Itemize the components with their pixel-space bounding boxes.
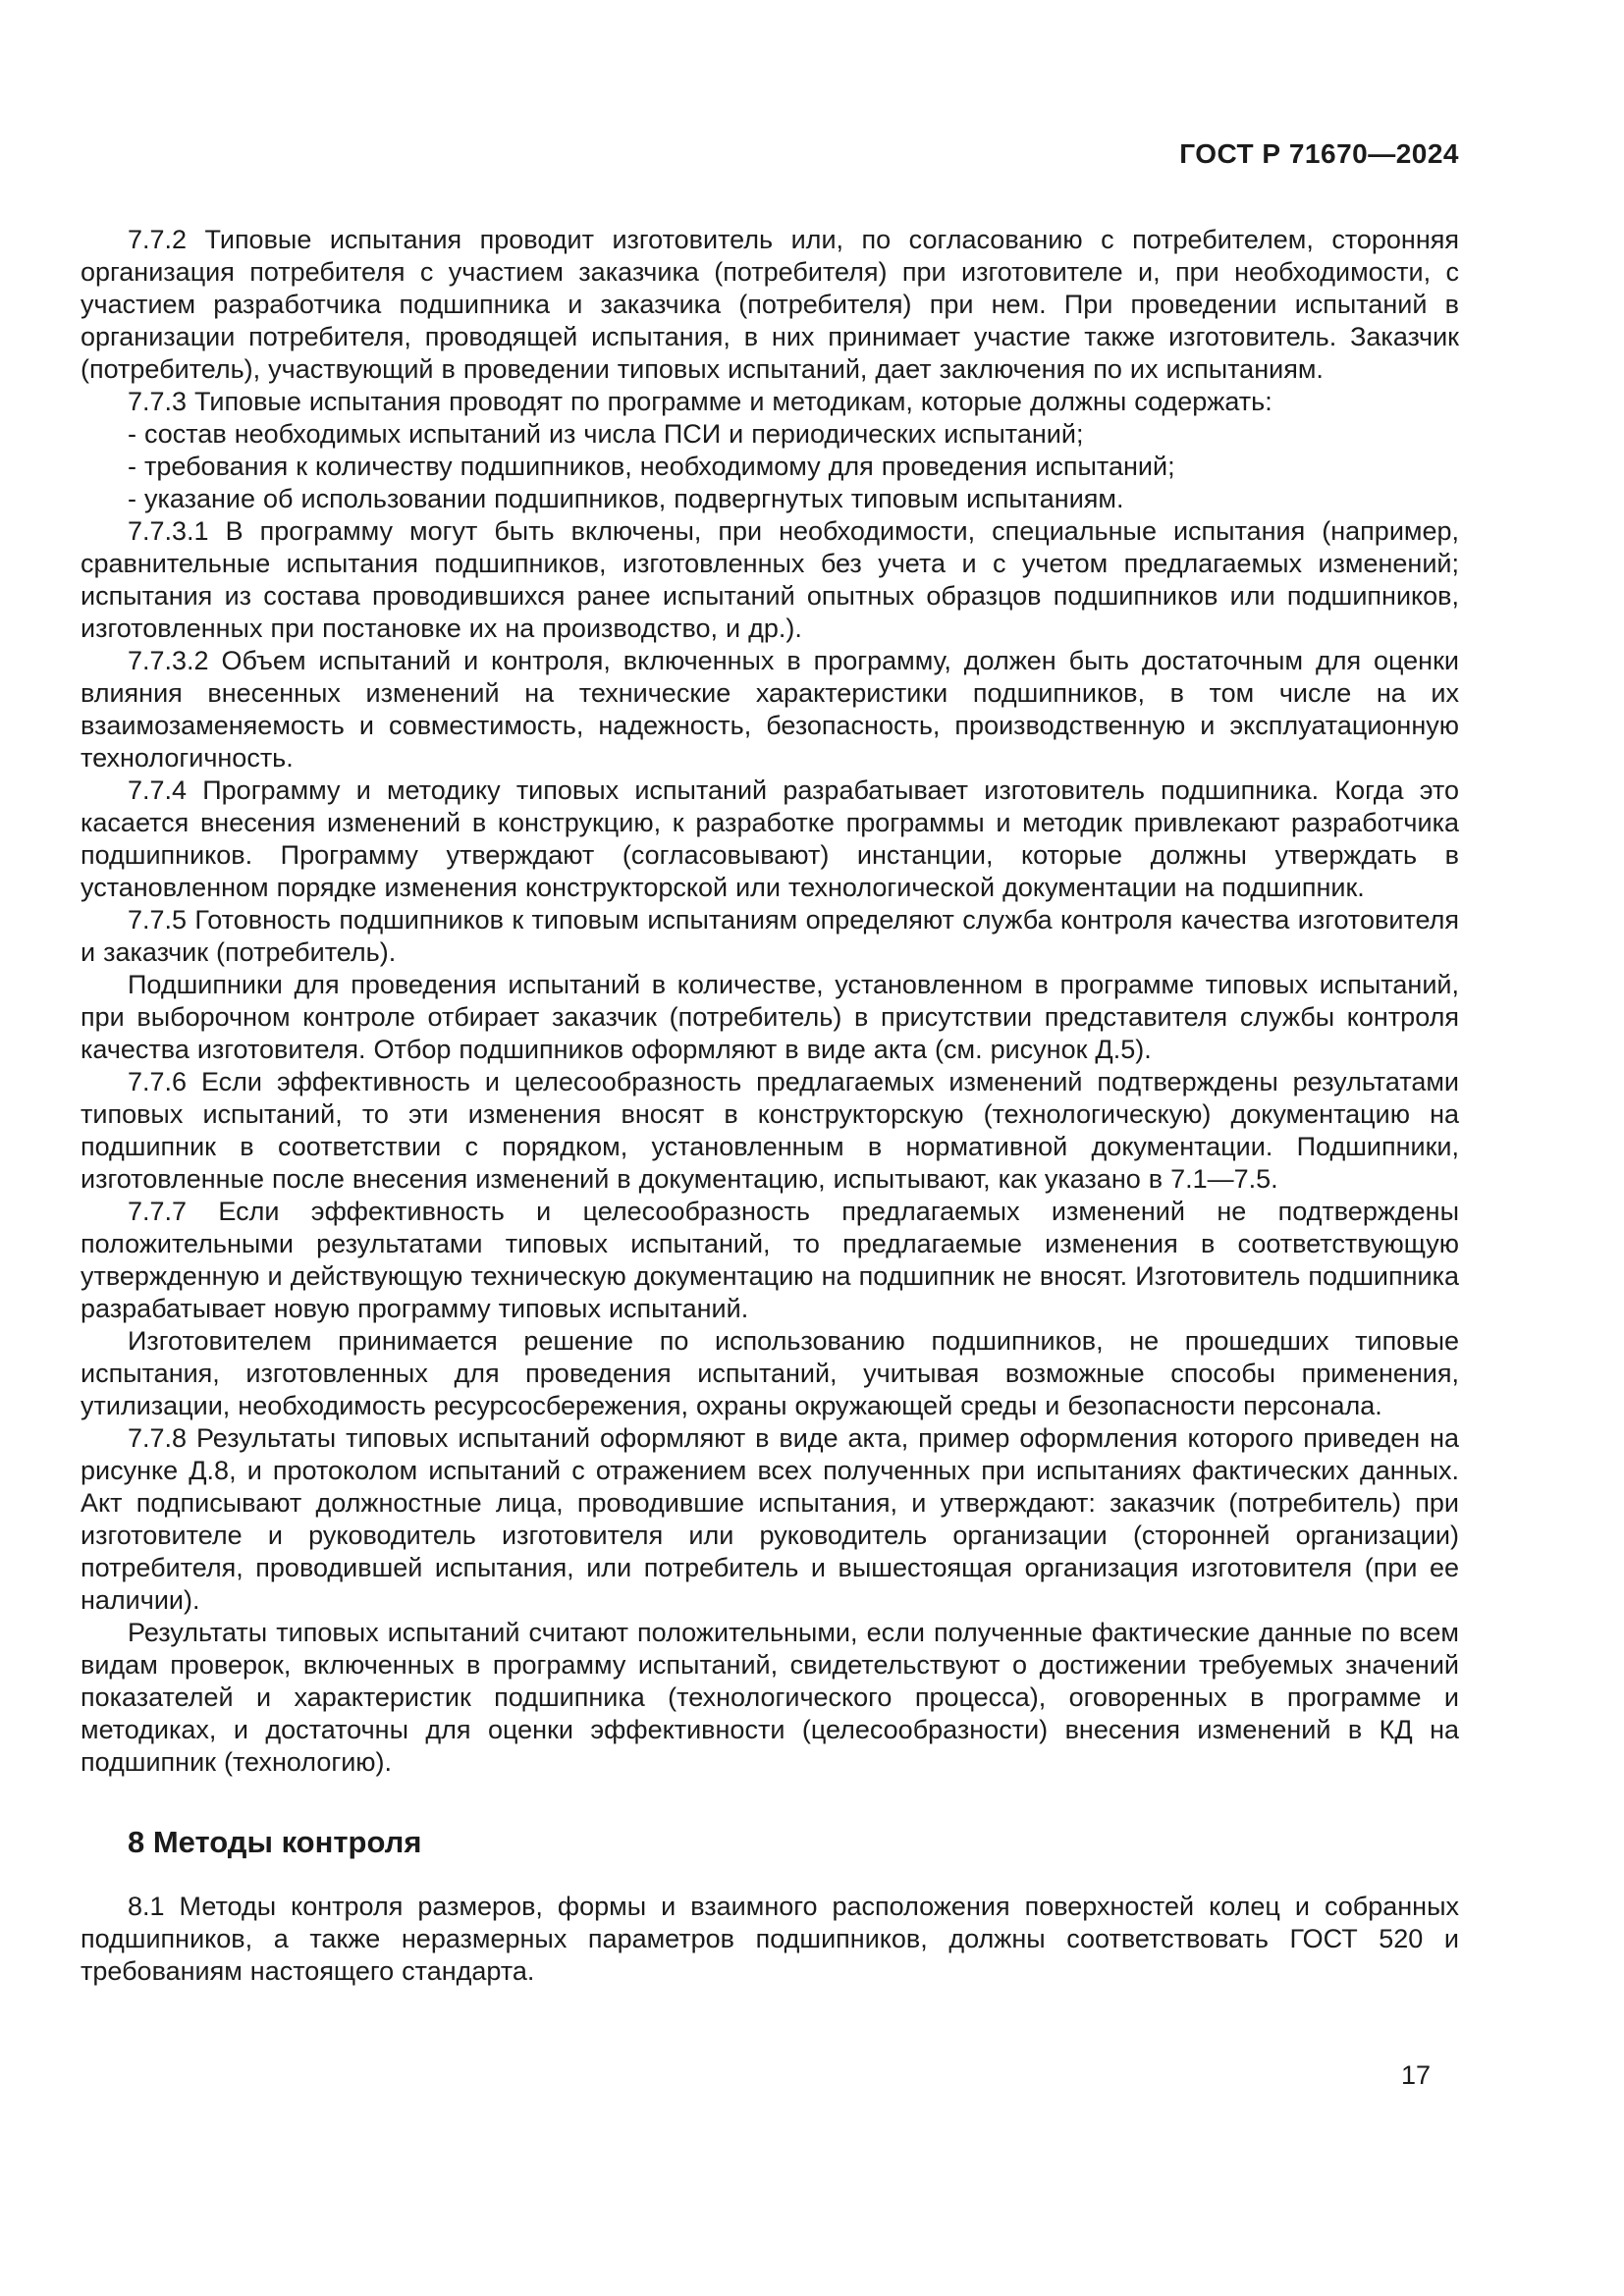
standard-designation: ГОСТ Р 71670—2024 xyxy=(1179,138,1459,169)
para-7-7-3-2: 7.7.3.2 Объем испытаний и контроля, включенных в программу, должен быть достаточным для оценки влияния внесенных изменений на технические характеристики подшипников, в том числе на их взаимозаменяемость и совместимость, надежность, безопасность, производственную и эксплуатационную технологичность. xyxy=(81,646,1459,773)
list-item-quantity: - требования к количеству подшипников, необходимому для проведения испытаний; xyxy=(128,452,1175,481)
para-7-7-5: 7.7.5 Готовность подшипников к типовым испытаниям определяют служба контроля качества изготовителя и заказчик (потребитель). xyxy=(81,905,1459,967)
para-7-7-7: 7.7.7 Если эффективность и целесообразность предлагаемых изменений не подтверждены положительными результатами типовых испытаний, то предлагаемые изменения в соответствующую утвержденную и действующую техническую документацию на подшипник не вносят. Изготовитель подшипника разрабатывает новую программу типовых испытаний. xyxy=(81,1197,1459,1323)
para-bearings-selection: Подшипники для проведения испытаний в количестве, установленном в программе типовых испытаний, при выборочном контроле отбирает заказчик (потребитель) в присутствии представителя службы контроля качества изготовителя. Отбор подшипников оформляют в виде акта (см. рисунок Д.5). xyxy=(81,970,1459,1064)
list-item-psi: - состав необходимых испытаний из числа ПСИ и периодических испытаний; xyxy=(128,419,1084,449)
para-7-7-3-1: 7.7.3.1 В программу могут быть включены, при необходимости, специальные испытания (например, сравнительные испытания подшипников, изготовленных без учета и с учетом предлагаемых изменений; испытания из состава проводившихся ранее испытаний опытных образцов подшипников или подшипников, изготовленных при постановке их на производство, и др.). xyxy=(81,516,1459,643)
para-7-7-4: 7.7.4 Программу и методику типовых испытаний разрабатывает изготовитель подшипника. Когда это касается внесения изменений в конструкцию, к разработке программы и методик привлекают разработчика подшипников. Программу утверждают (согласовывают) инстанции, которые должны утверждать в установленном порядке изменения конструкторской или технологической документации на подшипник. xyxy=(81,775,1459,902)
para-8-1: 8.1 Методы контроля размеров, формы и взаимного расположения поверхностей колец и собранных подшипников, а также неразмерных параметров подшипников, должны соответствовать ГОСТ 520 и требованиям настоящего стандарта. xyxy=(81,1892,1459,1986)
para-7-7-8: 7.7.8 Результаты типовых испытаний оформляют в виде акта, пример оформления которого приведен на рисунке Д.8, и протоколом испытаний с отражением всех полученных при испытаниях фактических данных. Акт подписывают должностные лица, проводившие испытания, и утверждают: заказчик (потребитель) при изготовителе и руководитель изготовителя или руководитель организации (сторонней организации) потребителя, проводившей испытания, или потребитель и вышестоящая организация изготовителя (при ее наличии). xyxy=(81,1423,1459,1615)
para-7-7-2: 7.7.2 Типовые испытания проводит изготовитель или, по согласованию с потребителем, сторонняя организация потребителя с участием заказчика (потребителя) при изготовителе и, при необходимости, с участием разработчика подшипника и заказчика (потребителя) при нем. При проведении испытаний в организации потребителя, проводящей испытания, в них принимает участие также изготовитель. Заказчик (потребитель), участвующий в проведении типовых испытаний, дает заключения по их испытаниям. xyxy=(81,225,1459,384)
section-heading-8: 8 Методы контроля xyxy=(128,1825,422,1859)
list-item-usage: - указание об использовании подшипников, подвергнутых типовым испытаниям. xyxy=(128,484,1124,513)
para-7-7-6: 7.7.6 Если эффективность и целесообразность предлагаемых изменений подтверждены результатами типовых испытаний, то эти изменения вносят в конструкторскую (технологическую) документацию на подшипник в соответствии с порядком, установленным в нормативной документации. Подшипники, изготовленные после внесения изменений в документацию, испытывают, как указано в 7.1—7.5. xyxy=(81,1067,1459,1194)
para-results-positive: Результаты типовых испытаний считают положительными, если полученные фактические данные по всем видам проверок, включенных в программу испытаний, свидетельствуют о достижении требуемых значений показателей и характеристик подшипника (технологического процесса), оговоренных в программе и методиках, и достаточны для оценки эффективности (целесообразности) внесения изменений в КД на подшипник (технологию). xyxy=(81,1618,1459,1777)
para-7-7-3: 7.7.3 Типовые испытания проводят по программе и методикам, которые должны содержать: xyxy=(128,387,1272,416)
running-header xyxy=(81,137,1459,171)
para-manufacturer-decision: Изготовителем принимается решение по использованию подшипников, не прошедших типовые испытания, изготовленных для проведения испытаний, учитывая возможные способы применения, утилизации, необходимость ресурсосбережения, охраны окружающей среды и безопасности персонала. xyxy=(81,1326,1459,1420)
document-body xyxy=(81,224,1459,1988)
page-number: 17 xyxy=(1400,2060,1431,2090)
